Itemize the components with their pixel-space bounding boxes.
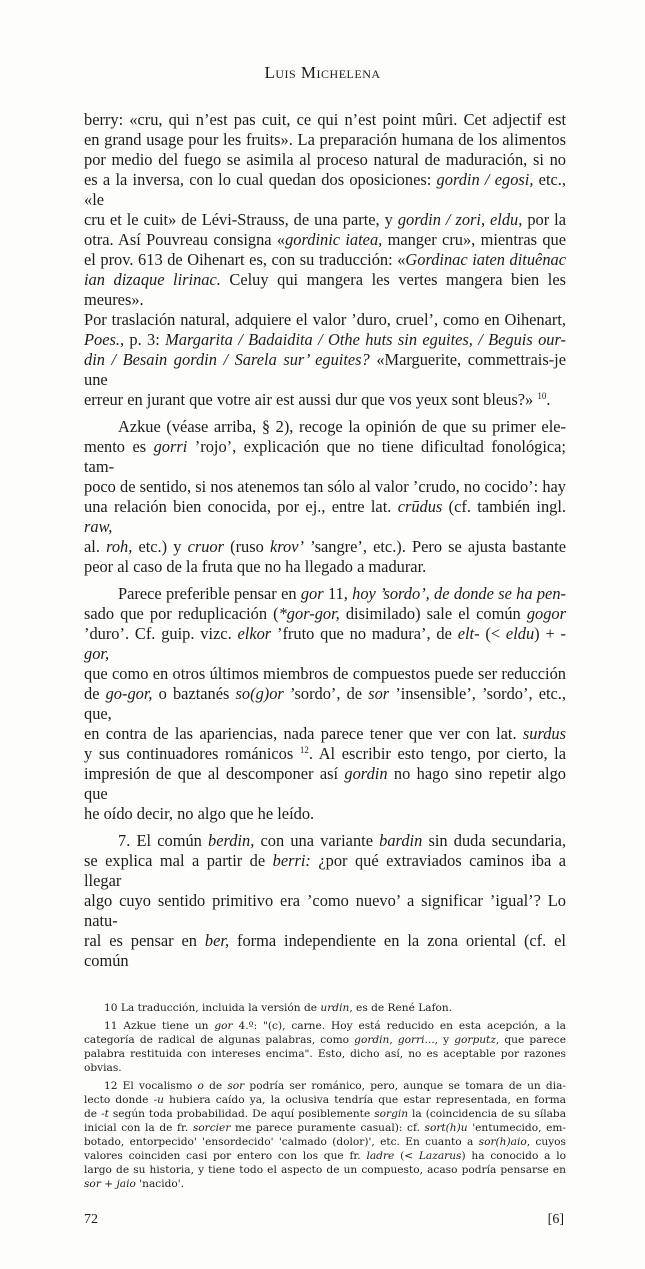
italic-term: gor bbox=[300, 584, 324, 603]
body-line: mento es gorri ’rojo’, explicación que no tiene dificultad fonológica; tam- bbox=[84, 437, 566, 476]
body-line: una relación bien conocida, por ej., entre lat. crūdus (cf. también ingl. raw, bbox=[84, 497, 566, 536]
italic-term: elkor bbox=[237, 624, 272, 643]
footnote-ref: 10 bbox=[537, 391, 547, 401]
italic-term: sort(h)u bbox=[424, 1122, 468, 1134]
body-line: algo cuyo sentido primitivo era ’como nuevo’ a significar ’igual’? Lo natu- bbox=[84, 891, 566, 930]
body-line: y sus continuadores románicos $^{12}$. Al escribir esto tengo, por cierto, la bbox=[84, 744, 566, 763]
paragraph-gap bbox=[84, 410, 566, 417]
body-line: otra. Así Pouvreau consigna «gordinic iatea, manger cru», mientras que bbox=[84, 230, 567, 249]
body-line: al. roh, etc.) y cruor (ruso krov’ ’sangre’, etc.). Pero se ajusta bastante bbox=[84, 537, 566, 556]
body-line: Azkue (véase arriba, § 2), recoge la opinión de que su primer ele- bbox=[118, 417, 566, 436]
italic-term: -gor, bbox=[84, 624, 566, 663]
body-line: sado que por reduplicación (*gor-gor, disimilado) sale el común gogor bbox=[84, 604, 567, 623]
italic-term: -u bbox=[153, 1094, 164, 1106]
footnote-line: inicial con la de fr. sorcier me parece puramente casual): cf. sort(h)u 'entumecido, em- bbox=[84, 1122, 566, 1134]
italic-term: sor bbox=[84, 1178, 101, 1190]
italic-term: din / Besain gordin / Sarela sur’ eguites? bbox=[84, 350, 370, 369]
italic-term: Lazarus bbox=[418, 1150, 462, 1162]
italic-term: gordin / zori, eldu, bbox=[397, 210, 523, 229]
italic-term: sorgin bbox=[374, 1108, 409, 1120]
footnote-line: 11 Azkue tiene un gor 4.º: "(c), carne. Hoy está reducido en esta acepción, a la bbox=[104, 1020, 566, 1032]
italic-term: bardin bbox=[379, 831, 423, 850]
body-line: berry: «cru, qui n’est pas cuit, ce qui n’est point mûri. Cet adjectif est bbox=[84, 110, 566, 129]
body-line: cru et le cuit» de Lévi-Strauss, de una parte, y gordin / zori, eldu, por la bbox=[84, 210, 567, 229]
paragraph-gap bbox=[84, 577, 566, 584]
footnote-line: largo de su historia, y tiene todo el aspecto de un compuesto, acaso podría pensarse en bbox=[84, 1164, 566, 1176]
italic-term: , hoy ’sordo’, de donde se ha pen- bbox=[343, 584, 566, 603]
body-line: se explica mal a partir de berri: ¿por qué extraviados caminos iba a llegar bbox=[84, 851, 566, 890]
body-line: ian dizaque lirinac. Celuy qui mangera les vertes mangera bien les meures». bbox=[84, 270, 567, 309]
footnote-line: obvias. bbox=[84, 1062, 122, 1074]
italic-term: *gor-gor, bbox=[278, 604, 340, 623]
italic-term: raw, bbox=[84, 517, 113, 536]
body-line: que como en otros últimos miembros de compuestos puede ser reducción bbox=[84, 664, 566, 683]
body-line: Parece preferible pensar en gor 11, hoy ’sordo’, de donde se ha pen- bbox=[118, 584, 566, 603]
paragraph-gap bbox=[84, 824, 566, 831]
italic-term: o bbox=[197, 1080, 204, 1092]
footnote-line: categoría de radical de algunas palabras, como gordin, gorri..., y gorputz, que parece bbox=[84, 1034, 566, 1046]
footnote-line: 12 El vocalismo o de sor podría ser románico, pero, aunque se tomara de un dia- bbox=[104, 1080, 566, 1092]
body-line: 7. El común berdin, con una variante bardin sin duda secundaria, bbox=[118, 831, 566, 850]
italic-term: elt- bbox=[457, 624, 480, 643]
body-line: Poes., p. 3: Margarita / Badaidita / Othe huts sin eguites, / Beguis our- bbox=[84, 330, 566, 349]
italic-term: gor bbox=[214, 1020, 233, 1032]
body-line: impresión de que al descomponer así gordin no hago sino repetir algo que bbox=[84, 764, 566, 803]
running-head: Luis Michelena bbox=[264, 63, 381, 82]
page-number: 72 bbox=[84, 1212, 98, 1227]
body-line: din / Besain gordin / Sarela sur’ eguites? «Marguerite, commettrais-je une bbox=[84, 350, 566, 389]
italic-term: gordin bbox=[344, 764, 388, 783]
footnote-line: sor + jaio 'nacido'. bbox=[84, 1178, 185, 1190]
section-marker: [6] bbox=[547, 1212, 564, 1227]
italic-term: ladre bbox=[366, 1150, 395, 1162]
italic-term: gogor bbox=[526, 604, 567, 623]
footnote-line: de -t según toda probabilidad. De aquí posiblemente sorgin la (coincidencia de su sílaba bbox=[84, 1108, 567, 1120]
italic-term: roh, bbox=[106, 537, 133, 556]
italic-term: crūdus bbox=[397, 497, 443, 516]
body-line: en grand usage pour les fruits». La preparación humana de los alimentos bbox=[84, 130, 566, 149]
italic-term: gorri bbox=[397, 1034, 425, 1046]
body-line: erreur en jurant que votre air est aussi dur que vos yeux sont bleus?» $^{10}$. bbox=[84, 390, 551, 409]
footnote-line: palabra restituida con intereses encima". Esto, dicho así, no es aceptable por razones bbox=[84, 1048, 566, 1060]
body-line: he oído decir, no algo que he leído. bbox=[84, 804, 315, 823]
body-line: peor al caso de la fruta que no ha llegado a madurar. bbox=[84, 557, 427, 576]
italic-term: so(g)or bbox=[235, 684, 284, 703]
italic-term: ian dizaque lirinac. bbox=[84, 270, 221, 289]
body-line: el prov. 613 de Oihenart es, con su traducción: «Gordinac iaten dituênac bbox=[84, 250, 566, 269]
footnote-ref: 12 bbox=[299, 745, 309, 755]
body-line: en contra de las apariencias, nada parece tener que ver con lat. surdus bbox=[84, 724, 566, 743]
italic-term: gorputz bbox=[454, 1034, 496, 1046]
italic-term: Gordinac iaten dituênac bbox=[405, 250, 566, 269]
footnotes bbox=[84, 1001, 566, 1191]
italic-term: surdus bbox=[522, 724, 566, 743]
footnote-line: lecto donde -u hubiera caído ya, la oclusiva tendría que estar representada, en forma bbox=[84, 1094, 566, 1106]
italic-term: Margarita / Badaidita / Othe huts sin eguites, / Beguis our- bbox=[165, 330, 566, 349]
page-footer bbox=[84, 1211, 564, 1229]
italic-term: sor(h)aio bbox=[478, 1136, 527, 1148]
italic-term: Poes., bbox=[84, 330, 125, 349]
italic-term: eldu bbox=[505, 624, 535, 643]
body-line: ’duro’. Cf. guip. vizc. elkor ’fruto que no madura’, de elt- (< eldu) + -gor, bbox=[84, 624, 566, 663]
italic-term: gordin / egosi, bbox=[436, 170, 534, 189]
footnote-line: valores coinciden casi por entero con los que fr. ladre (< Lazarus) ha conocido a lo bbox=[84, 1150, 566, 1162]
italic-term: sor bbox=[227, 1080, 245, 1092]
body-line: por medio del fuego se asimila al proceso natural de maduración, si no bbox=[84, 150, 566, 169]
body-line: ral es pensar en ber, forma independiente en la zona oriental (cf. el común bbox=[84, 931, 566, 970]
footnote-line: botado, entorpecido' 'ensordecido' 'calmado (dolor)', etc. En cuanto a sor(h)aio, cuyos bbox=[84, 1136, 566, 1148]
italic-term: krov’ bbox=[269, 537, 304, 556]
italic-term: berri: bbox=[272, 851, 311, 870]
italic-term: gordinic iatea, bbox=[285, 230, 383, 249]
footnote-line: 10 La traducción, incluida la versión de urdin, es de René Lafon. bbox=[104, 1002, 453, 1014]
italic-term: sorcier bbox=[192, 1122, 231, 1134]
italic-term: urdin bbox=[320, 1002, 350, 1014]
body-line: de go-gor, o baztanés so(g)or ’sordo’, de sor ’insensible’, ’sordo’, etc., que, bbox=[84, 684, 566, 723]
italic-term: jaio bbox=[116, 1178, 136, 1190]
body-line: es a la inversa, con lo cual quedan dos oposiciones: gordin / egosi, etc., «le bbox=[84, 170, 566, 209]
italic-term: go-gor, bbox=[105, 684, 153, 703]
italic-term: gorri bbox=[153, 437, 188, 456]
italic-term: ber, bbox=[204, 931, 230, 950]
body-text bbox=[84, 110, 566, 971]
italic-term: -t bbox=[101, 1108, 109, 1120]
italic-term: gordin bbox=[354, 1034, 390, 1046]
body-line: poco de sentido, si nos atenemos tan sólo al valor ’crudo, no cocido’: hay bbox=[84, 477, 566, 496]
italic-term: cruor bbox=[187, 537, 225, 556]
body-line: Por traslación natural, adquiere el valor ’duro, cruel’, como en Oihenart, bbox=[84, 310, 566, 329]
italic-term: sor bbox=[368, 684, 390, 703]
italic-term: berdin, bbox=[208, 831, 255, 850]
